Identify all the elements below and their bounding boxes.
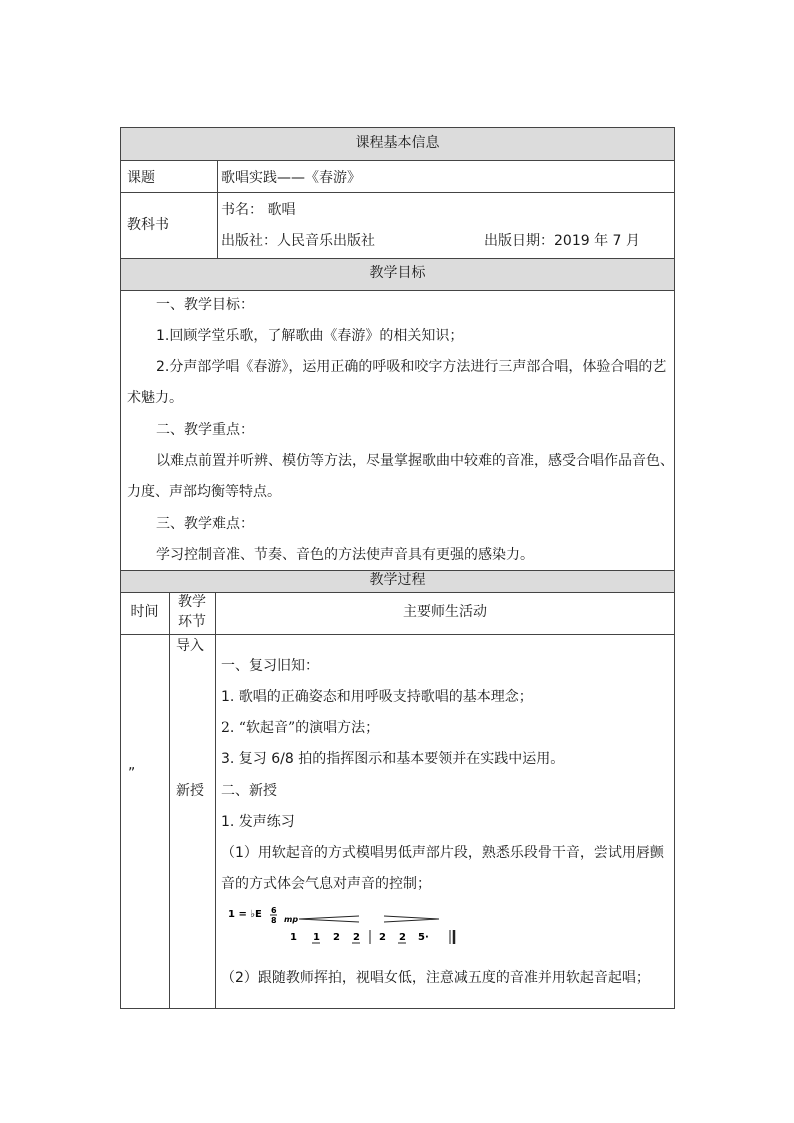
note-6: 2 <box>399 932 406 943</box>
topic-label: 课题 <box>127 170 155 186</box>
col-time: 时间 <box>130 604 159 620</box>
goals-heading-2: 二、教学重点： <box>156 422 254 438</box>
key-point-line1: 以难点前置并听辨、模仿等方法，尽量掌握歌曲中较难的音准，感受合唱作品音色、 <box>156 453 674 469</box>
review-item-1: 1. 歌唱的正确姿态和用呼吸支持歌唱的基本理念； <box>221 689 533 705</box>
textbook-publisher: 出版社：人民音乐出版社 <box>221 233 375 249</box>
new-lesson-heading: 二、新授 <box>221 783 277 799</box>
step-intro: 导入 <box>176 638 204 654</box>
exercise-1-line2: 音的方式体会气息对声音的控制； <box>221 876 431 892</box>
vocal-heading: 1. 发声练习 <box>221 814 295 830</box>
textbook-pub-date: 出版日期：2019 年 7 月 <box>484 233 640 249</box>
col-activity: 主要师生活动 <box>403 604 487 620</box>
note-2: 1 <box>313 932 320 943</box>
note-7: 5· <box>418 932 429 943</box>
time-mark: „ <box>128 757 136 773</box>
header-goals: 教学目标 <box>369 265 426 281</box>
goal-item-2-line1: 2.分声部学唱《春游》，运用正确的呼吸和咬字方法进行三声部合唱，体验合唱的艺 <box>156 359 667 375</box>
topic-value: 歌唱实践——《春游》 <box>221 170 361 186</box>
col-step-line1: 教学 <box>178 594 206 610</box>
difficulty-line: 学习控制音准、节奏、音色的方法使声音具有更强的感染力。 <box>156 547 534 563</box>
notation-time-top: 6 <box>271 906 277 915</box>
decrescendo-hairpin <box>384 916 439 922</box>
header-basic-info: 课程基本信息 <box>355 135 440 151</box>
note-1: 1 <box>290 932 297 943</box>
exercise-2: （2）跟随教师挥拍，视唱女低，注意减五度的音准并用软起音起唱； <box>221 970 650 986</box>
header-process: 教学过程 <box>369 572 426 588</box>
col-step-line2: 环节 <box>178 614 206 630</box>
note-4: 2 <box>353 932 360 943</box>
goals-heading-1: 一、教学目标： <box>156 297 254 313</box>
numbered-notation <box>224 900 464 950</box>
crescendo-hairpin <box>299 916 359 922</box>
review-heading: 一、复习旧知： <box>221 658 319 674</box>
step-new: 新授 <box>176 783 204 799</box>
textbook-book-name: 书名： 歌唱 <box>221 202 296 218</box>
review-item-3: 3. 复习 6/8 拍的指挥图示和基本要领并在实践中运用。 <box>221 751 565 767</box>
goal-item-2-line2: 术魅力。 <box>127 390 183 406</box>
notation-dynamic: mp <box>284 915 299 924</box>
exercise-1-line1: （1）用软起音的方式模唱男低声部片段，熟悉乐段骨干音，尝试用唇颤 <box>221 845 664 861</box>
goals-heading-3: 三、教学难点： <box>156 516 254 532</box>
notation-time-bottom: 8 <box>271 916 277 925</box>
textbook-label: 教科书 <box>127 217 169 233</box>
goal-item-1: 1.回顾学堂乐歌，了解歌曲《春游》的相关知识； <box>156 328 464 344</box>
note-3: 2 <box>333 932 340 943</box>
review-item-2: 2. “软起音”的演唱方法； <box>221 720 380 736</box>
note-5: 2 <box>379 932 386 943</box>
notation-key: 1 = ♭E <box>228 909 262 920</box>
key-point-line2: 力度、声部均衡等特点。 <box>127 484 281 500</box>
